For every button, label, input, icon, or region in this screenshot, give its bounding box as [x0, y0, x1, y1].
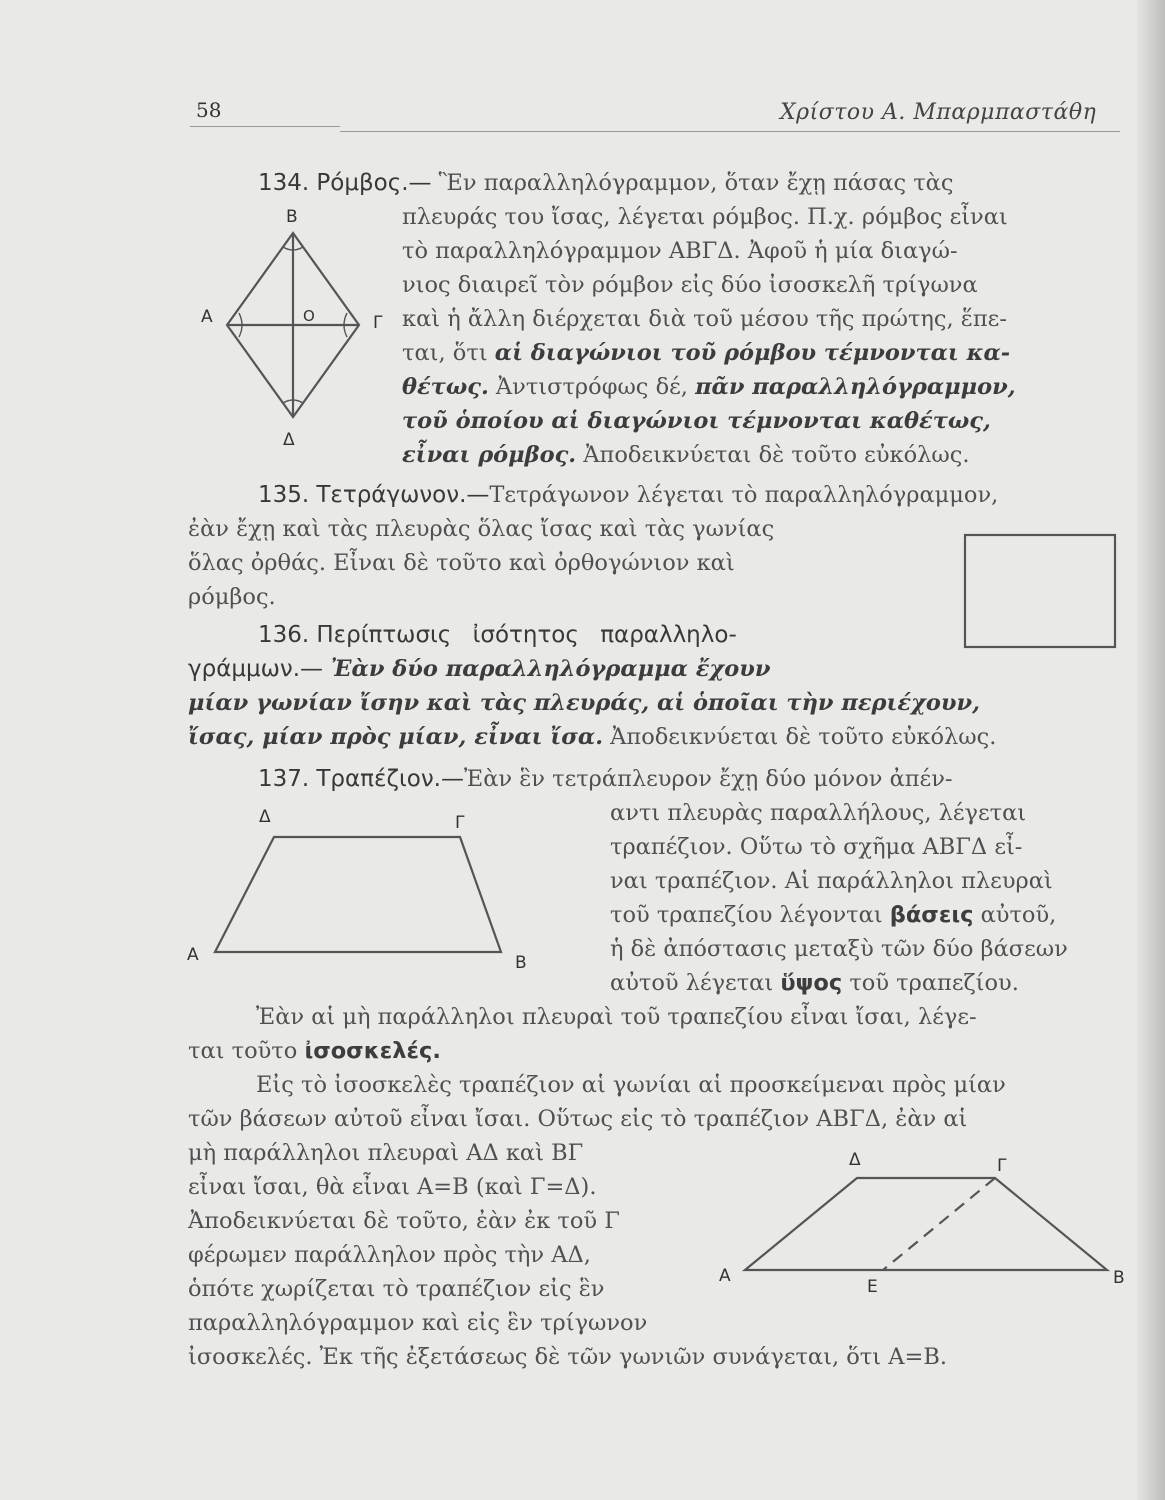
s134-line-1: [258, 172, 953, 195]
s137-line-3: τραπέζιον. Οὕτω τὸ σχῆμα ΑΒΓΔ εἶ-: [610, 834, 1023, 860]
s137-line-4: ναι τραπέζιον. Αἱ παράλληλοι πλευραὶ: [610, 868, 1053, 894]
s135-line-4: ρόμβος.: [188, 584, 276, 610]
s137-term-height: ὕψος: [780, 970, 843, 996]
trapezoid-label-g: Γ: [455, 813, 465, 833]
s137-line-5: [610, 904, 1056, 927]
s137-line-1: [258, 768, 953, 791]
s137-p2-line-5: Ἀποδεικνύεται δὲ τοῦτο, ἐὰν ἐκ τοῦ Γ: [188, 1208, 620, 1234]
s134-number: 134.: [258, 170, 310, 196]
page-edge-shadow: [1137, 0, 1165, 1500]
s135-number: 135.: [258, 482, 310, 508]
rhombus-figure: [195, 205, 395, 455]
running-header-author: Χρίστου Α. Μπαρμπαστάθη: [780, 100, 1097, 125]
rhombus-label-a: Α: [201, 307, 213, 327]
s137-p2-line-6: φέρωμεν παράλληλον πρὸς τὴν ΑΔ,: [188, 1242, 591, 1268]
s136-title-part-1: Περίπτωσις ἰσότητος παραλληλο-: [316, 622, 737, 648]
s137-title: Τραπέζιον.—: [316, 766, 464, 792]
s135-line-2: ἐὰν ἔχῃ καὶ τὰς πλευρὰς ὅλας ἴσας καὶ τὰς γωνίας: [188, 516, 775, 542]
s135-text-1: Τετράγωνον λέγεται τὸ παραλληλόγραμμον,: [489, 482, 999, 508]
s134-line-3: τὸ παραλληλόγραμμον ΑΒΓΔ. Ἀφοῦ ἡ μία διαγώ-: [402, 238, 958, 264]
trapezoid-label-a: Α: [187, 945, 199, 965]
isosceles-trapezoid-figure: [715, 1145, 1135, 1300]
square-shape: [965, 535, 1115, 647]
s136-title-part-2: γράμμων.—: [188, 656, 324, 682]
rhombus-label-g: Γ: [373, 313, 383, 333]
s135-title: Τετράγωνον.—: [316, 482, 490, 508]
trapezoid-figure: [185, 800, 555, 975]
s136-line-1: [258, 624, 737, 647]
s136-theorem-start: Ἐὰν δύο παραλληλόγραμμα ἔχουν: [323, 656, 771, 682]
trapezoid-label-b: Β: [515, 953, 527, 973]
header-rule-right: [340, 131, 1120, 132]
s137-p2-line-8: παραλληλόγραμμον καὶ εἰς ἓν τρίγωνον: [188, 1310, 648, 1336]
isosceles-trapezoid-shape: [745, 1178, 1107, 1270]
s134-theorem-2-end: εἶναι ρόμβος.: [402, 442, 577, 468]
s137-p2-line-4: εἶναι ἴσαι, θὰ εἶναι Α=Β (καὶ Γ=Δ).: [188, 1174, 597, 1200]
s137-p2-line-7: ὁπότε χωρίζεται τὸ τραπέζιον εἰς ἓν: [188, 1276, 605, 1302]
s134-line-6: [402, 342, 1010, 365]
s137-text-1: Ἐὰν ἓν τετράπλευρον ἔχῃ δύο μόνον ἀπέν-: [464, 766, 953, 792]
iso-trapezoid-label-e: Ε: [867, 1277, 878, 1297]
rhombus-label-b: Β: [286, 207, 298, 227]
rhombus-label-o: O: [303, 307, 315, 325]
s137-p2-line-3: μὴ παράλληλοι πλευραὶ ΑΔ καὶ ΒΓ: [188, 1140, 584, 1166]
s136-number: 136.: [258, 622, 310, 648]
s136-line-4: [188, 726, 996, 749]
s134-theorem-1-end: θέτως.: [402, 374, 489, 400]
s134-text-1: Ἓν παραλληλόγραμμον, ὅταν ἔχῃ πάσας τὰς: [438, 170, 954, 196]
s135-line-1: [258, 484, 998, 507]
page-number: 58: [196, 98, 222, 122]
s134-line-5: καὶ ἡ ἄλλη διέρχεται διὰ τοῦ μέσου τῆς πρώτης, ἕπε-: [402, 306, 1007, 332]
s137-line-2: αντι πλευρὰς παραλλήλους, λέγεται: [610, 800, 1027, 826]
s134-line-4: νιος διαιρεῖ τὸν ρόμβον εἰς δύο ἰσοσκελῆ τρίγωνα: [402, 272, 978, 298]
s137-text-7c: τοῦ τραπεζίου.: [842, 970, 1019, 996]
s134-text-7b: Ἀντιστρόφως δέ,: [488, 374, 696, 400]
s137-text-5a: τοῦ τραπεζίου λέγονται: [610, 902, 890, 928]
s137-text-7a: αὐτοῦ λέγεται: [610, 970, 781, 996]
s137-p2-line-1: Εἰς τὸ ἰσοσκελὲς τραπέζιον αἱ γωνίαι αἱ προσκείμεναι πρὸς μίαν: [256, 1072, 1006, 1098]
s134-theorem-2: πᾶν παραλληλόγραμμον,: [695, 374, 1016, 400]
s134-line-9: [402, 444, 969, 467]
s135-line-3: ὅλας ὀρθάς. Εἶναι δὲ τοῦτο καὶ ὀρθογώνιον καὶ: [188, 550, 735, 576]
trapezoid-label-d: Δ: [259, 807, 271, 827]
square-figure: [962, 532, 1122, 652]
s134-title: Ρόμβος.—: [316, 170, 432, 196]
s134-text-6a: ται, ὅτι: [402, 340, 495, 366]
s134-line-8: τοῦ ὁποίου αἱ διαγώνιοι τέμνονται καθέτως,: [402, 408, 991, 434]
rhombus-label-d: Δ: [283, 430, 295, 450]
s134-line-2: πλευράς του ἴσας, λέγεται ρόμβος. Π.χ. ρόμβος εἶναι: [402, 204, 1008, 230]
s137-number: 137.: [258, 766, 310, 792]
header-rule-left: [190, 126, 340, 127]
s137-line-8: Ἐὰν αἱ μὴ παράλληλοι πλευραὶ τοῦ τραπεζίου εἶναι ἴσαι, λέγε-: [256, 1004, 977, 1030]
s137-term-isosceles: ἰσοσκελές.: [304, 1038, 441, 1064]
s137-p2-line-2: τῶν βάσεων αὐτοῦ εἶναι ἴσαι. Οὕτως εἰς τὸ τραπέζιον ΑΒΓΔ, ἐὰν αἱ: [188, 1106, 968, 1132]
s137-line-9: [188, 1040, 441, 1063]
s137-text-9a: ται τοῦτο: [188, 1038, 305, 1064]
trapezoid-shape: [215, 837, 501, 952]
s136-theorem-end: ἴσας, μίαν πρὸς μίαν, εἶναι ἴσα.: [188, 724, 604, 750]
s134-text-9b: Ἀποδεικνύεται δὲ τοῦτο εὐκόλως.: [576, 442, 970, 468]
s134-theorem-1: αἱ διαγώνιοι τοῦ ρόμβου τέμνονται κα-: [494, 340, 1011, 366]
s136-text-4b: Ἀποδεικνύεται δὲ τοῦτο εὐκόλως.: [603, 724, 997, 750]
s137-text-5c: αὐτοῦ,: [973, 902, 1057, 928]
s137-line-6: ἡ δὲ ἀπόστασις μεταξὺ τῶν δύο βάσεων: [610, 936, 1068, 962]
s137-term-bases: βάσεις: [889, 902, 974, 928]
s137-p2-line-9: ἰσοσκελές. Ἐκ τῆς ἐξετάσεως δὲ τῶν γωνιῶν συνάγεται, ὅτι Α=Β.: [188, 1344, 948, 1370]
iso-trapezoid-label-a: Α: [719, 1266, 731, 1286]
iso-trapezoid-label-b: Β: [1113, 1268, 1125, 1288]
iso-trapezoid-label-g: Γ: [997, 1156, 1007, 1176]
dashed-parallel-line: [883, 1178, 995, 1270]
s136-line-3: μίαν γωνίαν ἴσην καὶ τὰς πλευράς, αἱ ὁποῖαι τὴν περιέχουν,: [188, 690, 980, 716]
s137-line-7: [610, 972, 1019, 995]
iso-trapezoid-label-d: Δ: [849, 1150, 861, 1170]
s136-line-2: [188, 658, 770, 681]
s134-line-7: [402, 376, 1016, 399]
